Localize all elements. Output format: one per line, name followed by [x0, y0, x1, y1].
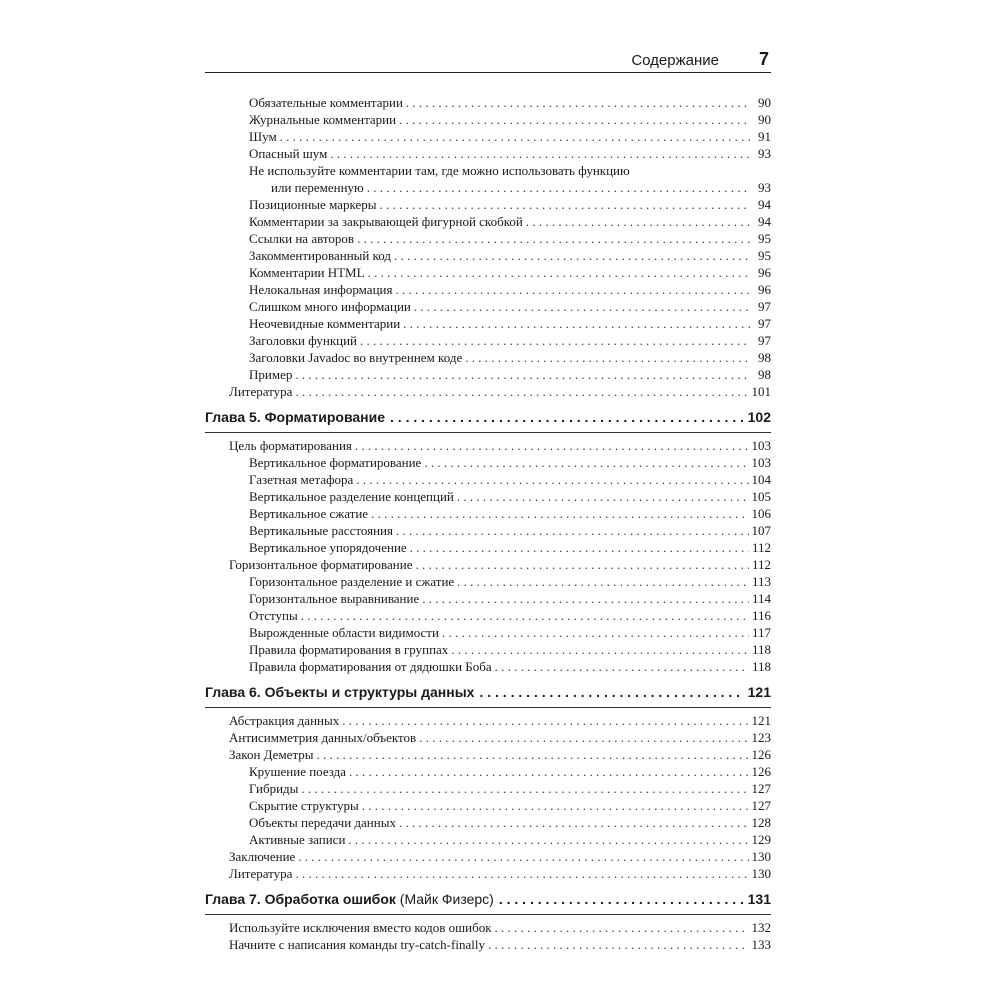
toc-entry: Закомментированный код . . . 95 — [205, 247, 771, 264]
toc-entry-text-line2: или переменную — [271, 180, 364, 195]
toc-entry-multiline: Не используйте комментарии там, где можно использовать функцию или переменную . . . 93 — [205, 162, 771, 196]
toc-entry: Объекты передачи данных . . . 128 — [205, 814, 771, 831]
toc-entry: Нелокальная информация . . . 96 — [205, 281, 771, 298]
toc-entry: Отступы . . . 116 — [205, 607, 771, 624]
running-head-title: Содержание — [631, 52, 719, 69]
toc-entry: Комментарии HTML . . . 96 — [205, 264, 771, 281]
toc-entry: Крушение поезда . . . 126 — [205, 763, 771, 780]
toc-entry: Литература . . . 130 — [205, 865, 771, 882]
toc-entry: Вертикальное упорядочение . . . 112 — [205, 539, 771, 556]
toc-entry: Используйте исключения вместо кодов ошибок . . . 132 — [205, 919, 771, 936]
table-of-contents — [205, 94, 771, 953]
toc-entry: Горизонтальное выравнивание . . . 114 — [205, 590, 771, 607]
toc-entry: Начните с написания команды try-catch-finally . . . 133 — [205, 936, 771, 953]
toc-entry: Журнальные комментарии . . . 90 — [205, 111, 771, 128]
header-rule — [205, 72, 771, 73]
toc-entry: Газетная метафора . . . 104 — [205, 471, 771, 488]
toc-entry: Комментарии за закрывающей фигурной скобкой . . . 94 — [205, 213, 771, 230]
toc-entry: Пример . . . 98 — [205, 366, 771, 383]
toc-entry: Опасный шум . . . 93 — [205, 145, 771, 162]
toc-entry: Горизонтальное форматирование . . . 112 — [205, 556, 771, 573]
toc-entry: Закон Деметры . . . 126 — [205, 746, 771, 763]
toc-entry: Вертикальное разделение концепций . . . 105 — [205, 488, 771, 505]
chapter-rule — [205, 707, 771, 708]
page-number: 7 — [758, 49, 769, 69]
toc-entry: Слишком много информации . . . 97 — [205, 298, 771, 315]
toc-entry: Вертикальное сжатие . . . 106 — [205, 505, 771, 522]
toc-entry: Неочевидные комментарии . . . 97 — [205, 315, 771, 332]
toc-entry: Скрытие структуры . . . 127 — [205, 797, 771, 814]
chapter-rule — [205, 432, 771, 433]
toc-entry: Антисимметрия данных/объектов . . . 123 — [205, 729, 771, 746]
chapter-heading-7: Глава 7. Обработка ошибок (Майк Физерс) . . . 131 — [205, 889, 771, 909]
toc-entry: Вертикальные расстояния . . . 107 — [205, 522, 771, 539]
toc-entry: Заголовки функций . . . 97 — [205, 332, 771, 349]
toc-entry: Заключение . . . 130 — [205, 848, 771, 865]
toc-entry: Правила форматирования в группах . . . 118 — [205, 641, 771, 658]
toc-entry: Правила форматирования от дядюшки Боба . . . 118 — [205, 658, 771, 675]
toc-entry-text-line1: Не используйте комментарии там, где можно использовать функцию — [249, 163, 630, 178]
toc-entry: Активные записи . . . 129 — [205, 831, 771, 848]
toc-entry: Заголовки Javadoc во внутреннем коде . . . 98 — [205, 349, 771, 366]
toc-entry: Гибриды . . . 127 — [205, 780, 771, 797]
toc-entry: Шум . . . 91 — [205, 128, 771, 145]
toc-entry: Обязательные комментарии . . . 90 — [205, 94, 771, 111]
toc-entry: Вертикальное форматирование . . . 103 — [205, 454, 771, 471]
toc-entry: Вырожденные области видимости . . . 117 — [205, 624, 771, 641]
toc-entry: Цель форматирования . . . 103 — [205, 437, 771, 454]
toc-entry: Позиционные маркеры . . . 94 — [205, 196, 771, 213]
chapter-heading-6: Глава 6. Объекты и структуры данных . . . 121 — [205, 682, 771, 702]
chapter-heading-5: Глава 5. Форматирование . . . 102 — [205, 407, 771, 427]
toc-entry: Горизонтальное разделение и сжатие . . . 113 — [205, 573, 771, 590]
toc-entry: Абстракция данных . . . 121 — [205, 712, 771, 729]
running-head — [205, 50, 771, 72]
chapter-author: (Майк Физерс) — [399, 891, 494, 907]
chapter-rule — [205, 914, 771, 915]
toc-entry: Ссылки на авторов . . . 95 — [205, 230, 771, 247]
toc-entry: Литература . . . 101 — [205, 383, 771, 400]
